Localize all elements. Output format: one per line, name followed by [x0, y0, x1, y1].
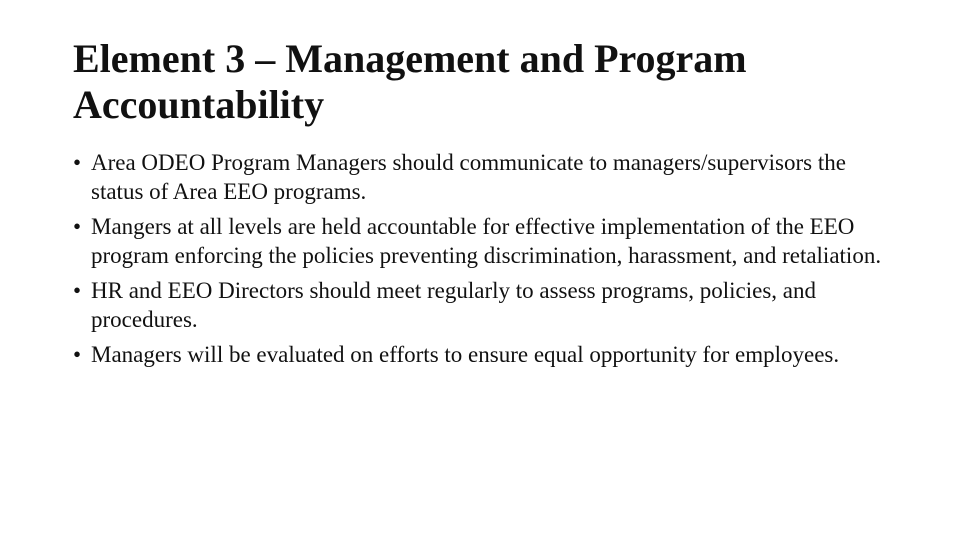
bullet-icon: • [73, 342, 82, 367]
bullet-item [73, 148, 903, 206]
bullet-icon: • [73, 278, 82, 303]
bullet-item [73, 212, 903, 270]
bullet-text: Managers will be evaluated on efforts to ensure equal opportunity for employees. [91, 342, 840, 367]
bullet-text: HR and EEO Directors should meet regularly to assess programs, policies, and procedures. [91, 278, 816, 332]
slide-title: Element 3 – Management and Program Accountability [73, 36, 747, 127]
bullet-icon: • [73, 150, 82, 175]
bullet-item [73, 276, 903, 334]
bullet-text: Mangers at all levels are held accountable for effective implementation of the EEO program enforcing the policies preventing discrimination, harassment, and retaliation. [91, 214, 882, 268]
bullet-text: Area ODEO Program Managers should communicate to managers/supervisors the status of Area EEO programs. [91, 150, 846, 204]
bullet-list [73, 148, 903, 375]
bullet-item [73, 340, 903, 369]
bullet-icon: • [73, 214, 82, 239]
